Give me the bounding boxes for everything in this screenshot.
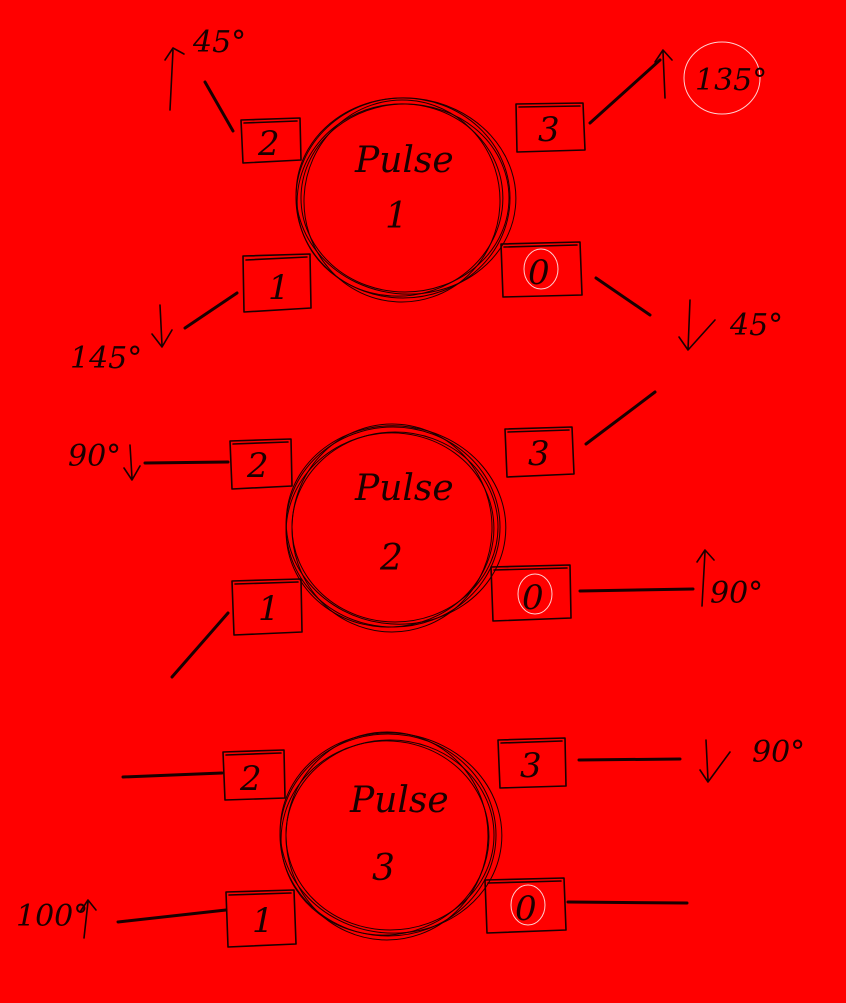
pulse-3-line-1: [118, 910, 226, 922]
pulse-1-arrow-down-right: [679, 300, 715, 350]
pulse-2-port-1: [232, 579, 302, 635]
pulse-3-line-3: [579, 759, 680, 760]
pulse-3-port-3-label: 3: [520, 746, 542, 786]
pulse-3-line-0: [568, 902, 687, 903]
pulse-1-port-0: [501, 242, 582, 297]
pulse-1-angle-top-left: 45°: [193, 25, 247, 60]
pulse-1-port-3: [516, 103, 585, 152]
pulse-1-angle-bottom-right: 45°: [730, 308, 784, 343]
pulse-3-line-2: [123, 773, 222, 777]
pulse-2-port-2-label: 2: [247, 446, 269, 486]
pulse-2-line-3: [586, 392, 655, 444]
pulse-3-group: [16, 720, 805, 947]
pulse-1-arrow-up-left: [165, 48, 184, 110]
pulse-2-group: [68, 392, 763, 677]
pulse-3-arrow-down-right: [700, 740, 730, 782]
pulse-1-port-2: [241, 118, 301, 164]
pulse-3-circle: [269, 720, 514, 946]
pulse-1-port-1-label: 1: [268, 268, 290, 308]
pulse-1-angle-top-right: 135°: [695, 63, 768, 98]
pulse-3-port-0: [485, 878, 566, 933]
pulse-1-line-1: [185, 293, 237, 328]
pulse-3-angle-bottom-left: 100°: [16, 899, 89, 934]
pulse-1-angle-bottom-left: 145°: [70, 341, 143, 376]
pulse-1-line-0: [596, 278, 650, 315]
pulse-1-port-3-label: 3: [538, 110, 560, 150]
pulse-3-port-2-label: 2: [240, 759, 262, 799]
pulse-3-angle-top-right: 90°: [752, 735, 806, 770]
pulse-2-line-0: [580, 589, 693, 591]
pulse-1-port-0-label: 0: [528, 253, 550, 293]
pulse-2-port-1-label: 1: [258, 589, 280, 629]
pulse-2-angle-right: 90°: [710, 576, 764, 611]
pulse-1-port-2-label: 2: [258, 124, 280, 164]
pulse-2-angle-left: 90°: [68, 439, 122, 474]
pulse-2-word: Pulse: [355, 468, 454, 509]
pulse-2-arrow-left: [124, 445, 140, 480]
pulse-1-port-1: [243, 254, 311, 312]
pulse-1-word: Pulse: [355, 140, 454, 181]
pulse-2-line-2: [145, 462, 228, 463]
pulse-2-port-3: [505, 427, 574, 477]
pulse-1-arrow-down-left: [152, 305, 172, 347]
pulse-1-line-2: [205, 82, 233, 131]
pulse-3-port-2: [223, 750, 285, 800]
pulse-3-port-0-label: 0: [515, 889, 537, 929]
pulse-2-port-0: [491, 565, 571, 621]
pulse-2-number: 2: [380, 538, 403, 579]
pulse-2-circle: [273, 412, 518, 639]
pulse-2-port-3-label: 3: [528, 434, 550, 474]
pulse-2-port-0-label: 0: [522, 578, 544, 618]
pulse-1-arrow-up-right: [655, 50, 672, 98]
pulse-1-line-3: [590, 60, 660, 123]
pulse-1-group: [70, 25, 783, 376]
pulse-1-number: 1: [385, 196, 408, 237]
pulse-3-port-3: [498, 738, 566, 788]
pulse-3-port-1: [226, 890, 296, 947]
pulse-2-line-1: [172, 613, 228, 677]
pulse-3-port-1-label: 1: [252, 901, 274, 941]
pulse-3-word: Pulse: [350, 780, 449, 821]
pulse-2-port-2: [230, 439, 292, 489]
pulse-3-number: 3: [372, 848, 395, 889]
